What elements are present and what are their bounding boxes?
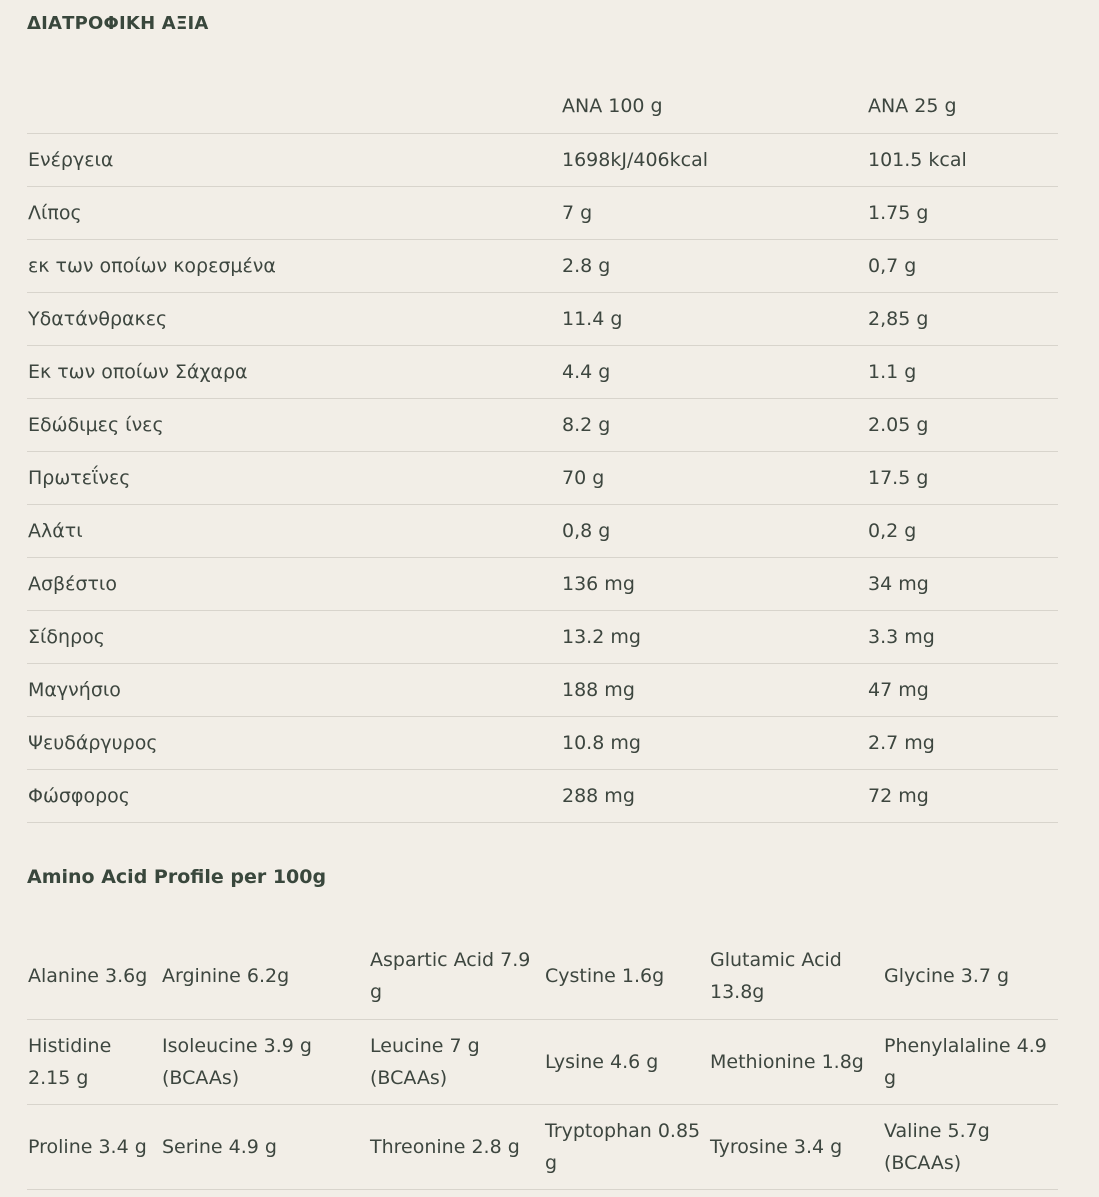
amino-row	[27, 1104, 1058, 1189]
nutrient-name: Πρωτεΐνες	[27, 451, 561, 504]
amino-acid-table	[27, 934, 1058, 1190]
value-per-100g: 13.2 mg	[561, 610, 867, 663]
value-per-100g: 2.8 g	[561, 239, 867, 292]
amino-acid-cell: Threonine 2.8 g	[369, 1104, 544, 1189]
nutrition-row	[27, 610, 1058, 663]
nutrient-name: Σίδηρος	[27, 610, 561, 663]
nutrition-title: ΔΙΑΤΡΟΦΙΚΗ ΑΞΙΑ	[27, 13, 209, 34]
nutrition-header-per-25g: ΑΝΑ 25 g	[867, 80, 1058, 133]
amino-acid-cell: Alanine 3.6g	[27, 934, 161, 1019]
value-per-100g: 0,8 g	[561, 504, 867, 557]
value-per-25g: 101.5 kcal	[867, 133, 1058, 186]
amino-acid-cell: Phenylalaline 4.9 g	[883, 1019, 1058, 1104]
value-per-25g: 0,2 g	[867, 504, 1058, 557]
nutrient-name: Εκ των οποίων Σάχαρα	[27, 345, 561, 398]
value-per-25g: 1.1 g	[867, 345, 1058, 398]
nutrient-name: Εδώδιμες ίνες	[27, 398, 561, 451]
nutrient-name: εκ των οποίων κορεσμένα	[27, 239, 561, 292]
amino-acid-cell: Serine 4.9 g	[161, 1104, 369, 1189]
nutrient-name: Ψευδάργυρος	[27, 716, 561, 769]
value-per-25g: 34 mg	[867, 557, 1058, 610]
amino-acid-cell: Histidine 2.15 g	[27, 1019, 161, 1104]
nutrition-row	[27, 769, 1058, 822]
amino-acid-cell: Lysine 4.6 g	[544, 1019, 709, 1104]
nutrient-name: Λίπος	[27, 186, 561, 239]
nutrition-row	[27, 133, 1058, 186]
amino-acid-cell: Leucine 7 g (BCAAs)	[369, 1019, 544, 1104]
nutrient-name: Μαγνήσιο	[27, 663, 561, 716]
nutrient-name: Φώσφορος	[27, 769, 561, 822]
nutrient-name: Ασβέστιο	[27, 557, 561, 610]
amino-acid-cell: Valine 5.7g (BCAAs)	[883, 1104, 1058, 1189]
value-per-100g: 10.8 mg	[561, 716, 867, 769]
nutrition-row	[27, 504, 1058, 557]
value-per-25g: 72 mg	[867, 769, 1058, 822]
amino-title: Amino Acid Profile per 100g	[27, 866, 327, 888]
value-per-100g: 70 g	[561, 451, 867, 504]
nutrition-row	[27, 663, 1058, 716]
value-per-100g: 8.2 g	[561, 398, 867, 451]
nutrition-header-per-100g: ΑΝΑ 100 g	[561, 80, 867, 133]
amino-acid-cell: Arginine 6.2g	[161, 934, 369, 1019]
nutrition-header-label	[27, 80, 561, 133]
value-per-100g: 136 mg	[561, 557, 867, 610]
nutrition-row	[27, 186, 1058, 239]
amino-acid-cell: Proline 3.4 g	[27, 1104, 161, 1189]
value-per-100g: 7 g	[561, 186, 867, 239]
value-per-25g: 2.05 g	[867, 398, 1058, 451]
value-per-100g: 1698kJ/406kcal	[561, 133, 867, 186]
nutrition-row	[27, 716, 1058, 769]
value-per-25g: 47 mg	[867, 663, 1058, 716]
amino-row	[27, 934, 1058, 1019]
value-per-100g: 4.4 g	[561, 345, 867, 398]
amino-acid-cell: Cystine 1.6g	[544, 934, 709, 1019]
nutrition-row	[27, 345, 1058, 398]
amino-acid-cell: Glutamic Acid 13.8g	[709, 934, 883, 1019]
nutrient-name: Ενέργεια	[27, 133, 561, 186]
nutrition-row	[27, 451, 1058, 504]
nutrition-row	[27, 557, 1058, 610]
amino-acid-cell: Methionine 1.8g	[709, 1019, 883, 1104]
amino-acid-cell: Aspartic Acid 7.9 g	[369, 934, 544, 1019]
amino-acid-cell: Glycine 3.7 g	[883, 934, 1058, 1019]
nutrition-row	[27, 239, 1058, 292]
value-per-25g: 0,7 g	[867, 239, 1058, 292]
nutrition-table	[27, 80, 1058, 823]
value-per-25g: 3.3 mg	[867, 610, 1058, 663]
amino-row	[27, 1019, 1058, 1104]
value-per-100g: 288 mg	[561, 769, 867, 822]
amino-acid-cell: Isoleucine 3.9 g (BCAAs)	[161, 1019, 369, 1104]
value-per-100g: 11.4 g	[561, 292, 867, 345]
value-per-25g: 2.7 mg	[867, 716, 1058, 769]
value-per-25g: 1.75 g	[867, 186, 1058, 239]
value-per-25g: 17.5 g	[867, 451, 1058, 504]
nutrient-name: Αλάτι	[27, 504, 561, 557]
amino-acid-cell: Tyrosine 3.4 g	[709, 1104, 883, 1189]
nutrient-name: Υδατάνθρακες	[27, 292, 561, 345]
value-per-25g: 2,85 g	[867, 292, 1058, 345]
nutrition-row	[27, 398, 1058, 451]
amino-acid-cell: Tryptophan 0.85 g	[544, 1104, 709, 1189]
nutrition-header-row	[27, 80, 1058, 133]
value-per-100g: 188 mg	[561, 663, 867, 716]
nutrition-row	[27, 292, 1058, 345]
